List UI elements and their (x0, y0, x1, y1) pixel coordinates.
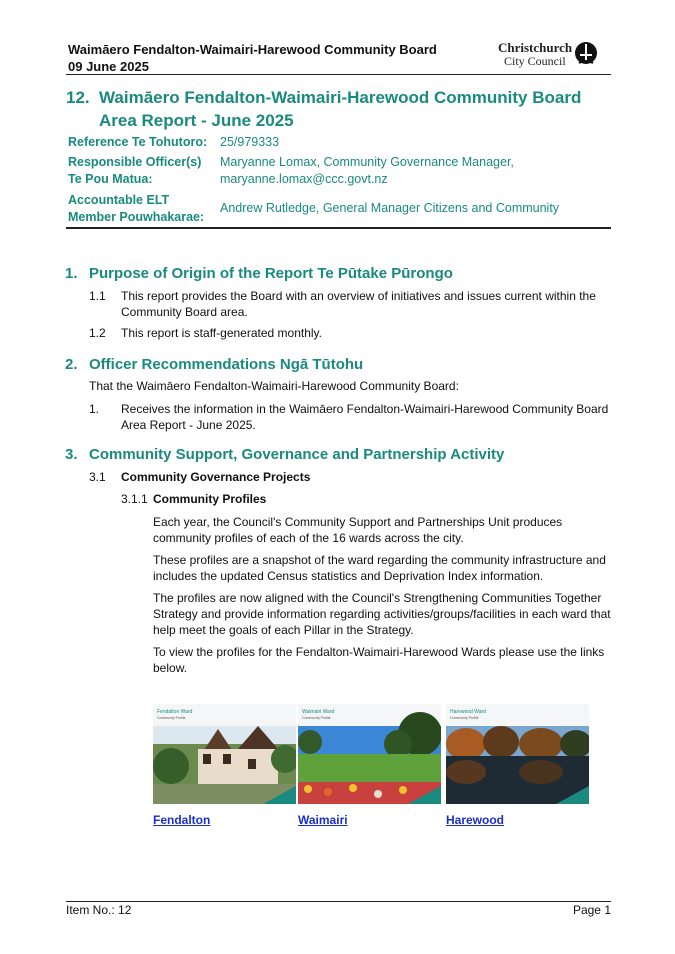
item-1-2-number: 1.2 (89, 326, 106, 340)
footer-rule (66, 901, 611, 902)
subsection-3-1-1-number: 3.1.1 (121, 492, 148, 506)
section3-number: 3. (65, 446, 78, 463)
recommendation-intro: That the Waimāero Fendalton-Waimairi-Harewood Community Board: (89, 379, 459, 393)
meta-label-officer: Responsible Officer(s) Te Pou Matua: (68, 155, 202, 186)
section1-number: 1. (65, 265, 78, 282)
item-1-1-text: This report provides the Board with an overview of initiatives and issues current within the Community Board area. (121, 289, 596, 319)
meta-value-officer: Maryanne Lomax, Community Governance Manager, maryanne.lomax@ccc.govt.nz (220, 155, 514, 186)
subsection-3-1-1-title: Community Profiles (153, 492, 267, 506)
recommendation-1-number: 1. (89, 402, 100, 416)
fendalton-cover-image (153, 704, 296, 804)
logo-line1: Christchurch (498, 40, 573, 55)
fendalton-link[interactable]: Fendalton (153, 813, 211, 827)
meta-value-elt: Andrew Rutledge, General Manager Citizens and Community (220, 201, 560, 215)
section2-title: Officer Recommendations Ngā Tūtohu (89, 356, 364, 373)
footer-page-number: Page 1 (572, 903, 611, 917)
harewood-cover-sub: Community Profile (450, 716, 479, 720)
waimairi-cover-sub: Community Profile (302, 716, 331, 720)
report-title (66, 86, 611, 132)
meta-label-elt: Accountable ELT Member Pouwhakarae: (68, 193, 205, 224)
item-1-1-number: 1.1 (89, 289, 106, 303)
paragraph-1: Each year, the Council's Community Support and Partnerships Unit produces community profiles of each of the 16 wards across the city. (153, 515, 563, 545)
fendalton-profile-cover[interactable] (153, 704, 296, 804)
section1-title: Purpose of Origin of the Report Te Pūtake Pūrongo (89, 265, 453, 282)
report-title-text: Waimāero Fendalton-Waimairi-Harewood Community Board Area Report - June 2025 (99, 88, 582, 130)
section2-number: 2. (65, 356, 78, 373)
paragraph-2: These profiles are a snapshot of the ward regarding the community infrastructure and includes the updated Census statistics and Deprivation Index information. (153, 553, 606, 583)
section3-title: Community Support, Governance and Partnership Activity (89, 446, 505, 463)
subsection-3-1-number: 3.1 (89, 470, 106, 484)
header-rule (66, 74, 611, 75)
harewood-cover-image (446, 704, 589, 804)
waimairi-profile-cover[interactable] (298, 704, 441, 804)
header-board-name (68, 41, 437, 75)
subsection-3-1-title: Community Governance Projects (121, 470, 311, 484)
footer-item-number: Item No.: 12 (66, 903, 132, 917)
meta-rule (66, 227, 611, 229)
paragraph-3: The profiles are now aligned with the Council's Strengthening Communities Together Strategy and provide information regarding activities/groups/facilities in each ward that help meet the goals of each Pillar in the Strategy. (153, 591, 611, 637)
meta-value-reference: 25/979333 (220, 135, 280, 149)
waimairi-cover-title: Waimairi Ward (302, 709, 335, 715)
header-date: 09 June 2025 (68, 59, 149, 74)
logo-line2: City Council (504, 54, 566, 68)
paragraph-4: To view the profiles for the Fendalton-Waimairi-Harewood Wards please use the links below. (153, 645, 605, 675)
recommendation-1-text: Receives the information in the Waimāero Fendalton-Waimairi-Harewood Community Board Area Report - June 2025. (121, 402, 609, 432)
waimairi-cover-image (298, 704, 441, 804)
waimairi-link[interactable]: Waimairi (298, 813, 348, 827)
harewood-profile-cover[interactable] (446, 704, 589, 804)
report-number: 12. (66, 88, 90, 107)
board-name: Waimāero Fendalton-Waimairi-Harewood Community Board (68, 42, 437, 57)
harewood-cover-title: Harewood Ward (450, 709, 486, 715)
fendalton-cover-sub: Community Profile (157, 716, 186, 720)
harewood-link[interactable]: Harewood (446, 813, 505, 827)
council-logo (498, 41, 602, 69)
item-1-2-text: This report is staff-generated monthly. (121, 326, 322, 340)
meta-label-reference: Reference Te Tohutoro: (68, 135, 208, 149)
fendalton-cover-title: Fendalton Ward (157, 709, 193, 715)
cathedral-logo-icon (574, 41, 598, 67)
